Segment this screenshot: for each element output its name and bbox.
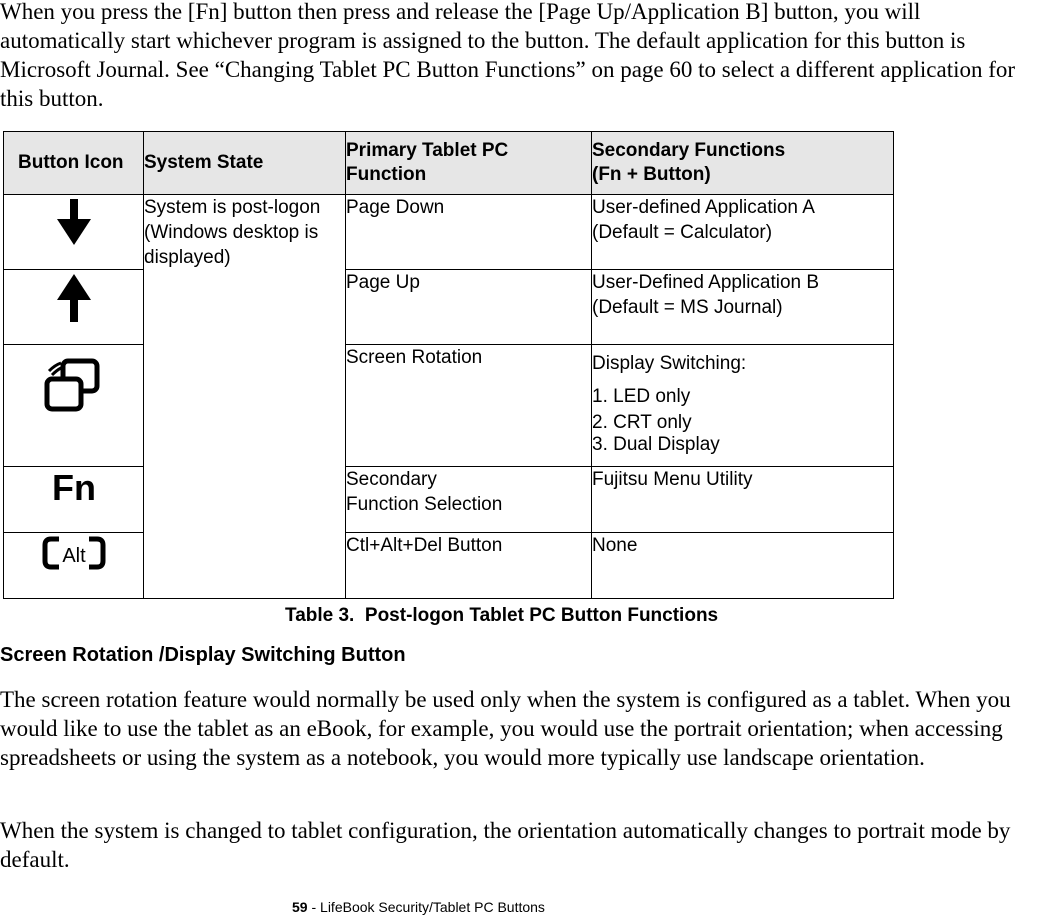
icon-cell	[4, 345, 144, 467]
secondary-function-cell	[592, 270, 894, 345]
arrow-up-icon	[54, 270, 94, 324]
header-primary-line1: Primary Tablet PC	[346, 140, 509, 161]
footer-title: LifeBook Security/Tablet PC Buttons	[320, 899, 545, 915]
fn-icon	[44, 467, 104, 507]
primary-function-cell: Page Down	[346, 195, 592, 270]
primary-function-cell: Page Up	[346, 270, 592, 345]
table-row	[4, 467, 894, 533]
svg-text:Fn: Fn	[51, 467, 96, 507]
secondary-function-cell: Fujitsu Menu Utility	[592, 467, 894, 533]
secondary-line2: (Default = MS Journal)	[592, 297, 783, 318]
header-primary-function	[346, 132, 592, 195]
page-footer	[292, 899, 545, 915]
svg-text:Alt: Alt	[61, 545, 86, 567]
header-secondary-line1: Secondary Functions	[592, 140, 786, 161]
secondary-function-cell: None	[592, 533, 894, 599]
screen-rotation-icon	[43, 357, 105, 417]
ctrl-alt-del-icon	[41, 533, 107, 573]
header-system-state: System State	[144, 132, 346, 195]
table-row	[4, 345, 894, 467]
primary-function-cell	[346, 467, 592, 533]
header-button-icon: Button Icon	[4, 132, 144, 195]
table-row	[4, 195, 894, 270]
intro-paragraph: When you press the [Fn] button then press and release the [Page Up/Application B] button, you will automatically start whichever program is assigned to the button. The default application for this button is Microsoft Journal. See “Changing Tablet PC Button Functions” on page 60 to select a different application for this button.	[0, 0, 1016, 111]
primary-line2: Function Selection	[346, 494, 503, 515]
secondary-function-cell	[592, 345, 894, 467]
secondary-line1: User-defined Application A	[592, 197, 815, 218]
icon-cell	[4, 195, 144, 270]
display-option: 3. Dual Display	[592, 434, 720, 455]
primary-function-cell: Screen Rotation	[346, 345, 592, 467]
secondary-line1: User-Defined Application B	[592, 272, 820, 293]
arrow-down-icon	[54, 195, 94, 249]
header-secondary-functions	[592, 132, 894, 195]
section-heading: Screen Rotation /Display Switching Button	[0, 644, 406, 666]
body-paragraph: The screen rotation feature would normally be used only when the system is configured as a tablet. When you would like to use the tablet as an eBook, for example, you would use the portrait orientation; when accessing spreadsheets or using the system as a notebook, you would more typically use landscape orientation.	[0, 687, 1011, 770]
table-caption: Table 3. Post-logon Tablet PC Button Functions	[285, 605, 719, 626]
body-paragraph: When the system is changed to tablet configuration, the orientation automatically changes to portrait mode by default.	[0, 818, 1011, 872]
icon-cell	[4, 467, 144, 533]
table-row	[4, 270, 894, 345]
display-option: 2. CRT only	[592, 412, 692, 433]
secondary-line2: (Default = Calculator)	[592, 222, 773, 243]
footer-separator: -	[307, 899, 321, 915]
table-header-row	[4, 132, 894, 195]
display-switching-title: Display Switching:	[592, 353, 747, 374]
secondary-function-cell	[592, 195, 894, 270]
display-option: 1. LED only	[592, 386, 691, 407]
primary-function-cell: Ctl+Alt+Del Button	[346, 533, 592, 599]
table-row	[4, 533, 894, 599]
icon-cell	[4, 270, 144, 345]
header-secondary-line2: (Fn + Button)	[592, 164, 711, 185]
header-primary-line2: Function	[346, 164, 427, 185]
page-number: 59	[292, 899, 308, 915]
icon-cell	[4, 533, 144, 599]
system-state-cell: System is post-logon (Windows desktop is displayed)	[144, 195, 346, 599]
button-functions-table	[3, 131, 894, 599]
primary-line1: Secondary	[346, 469, 437, 490]
